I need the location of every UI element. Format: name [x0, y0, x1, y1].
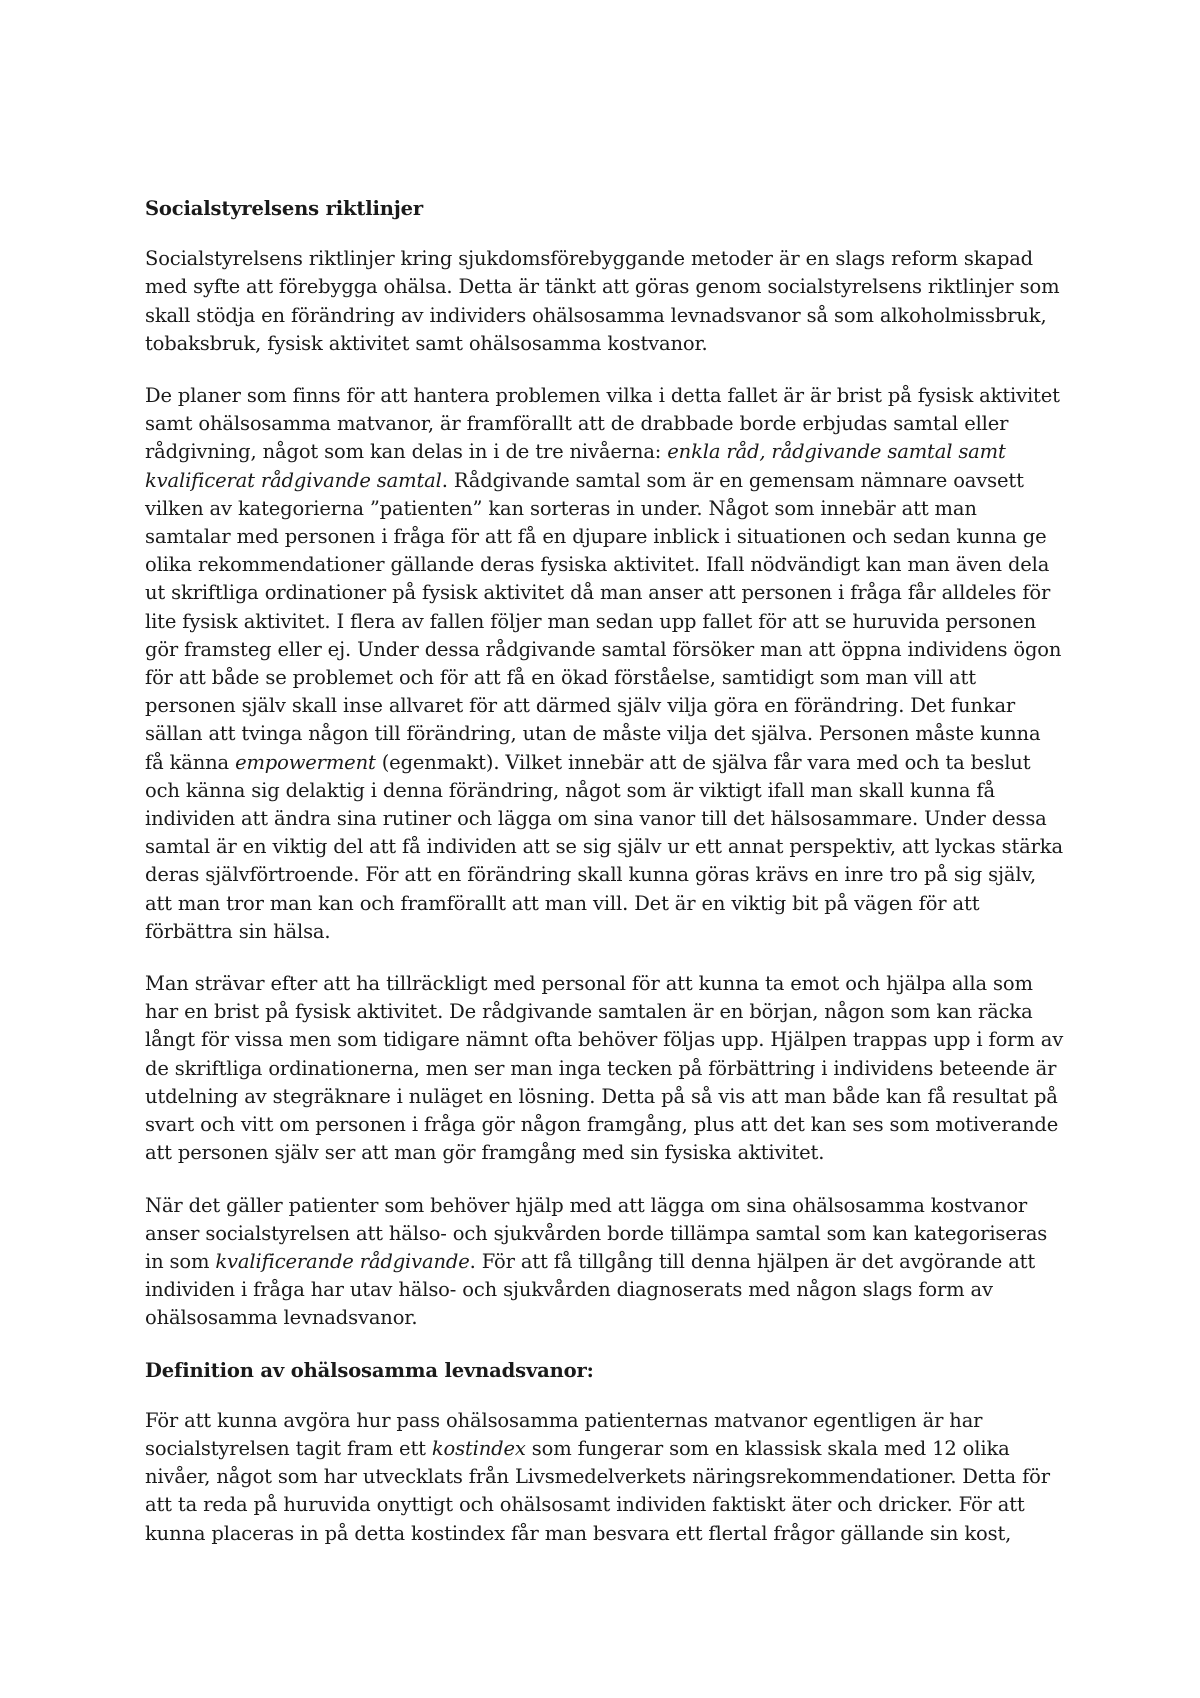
section-heading-definition: Definition av ohälsosamma levnadsvanor: [145, 1358, 594, 1382]
paragraph-radgivning [145, 382, 1065, 946]
section-heading-riktlinjer: Socialstyrelsens riktlinjer [145, 197, 424, 220]
paragraph-text: För att kunna avgöra hur pass ohälsosamma patienternas matvanor egentligen är har socialstyrelsen tagit fram ett [145, 1408, 983, 1460]
document-body [145, 195, 1065, 1572]
paragraph-kostvanor [145, 1192, 1065, 1333]
paragraph-personal: Man strävar efter att ha tillräckligt med personal för att kunna ta emot och hjälpa alla som har en brist på fysisk aktivitet. De rådgivande samtalen är en början, någon som kan räcka långt för vissa men som tidigare nämnt ofta behöver följas upp. Hjälpen trappas upp i form av de skriftliga ordinationerna, men ser man inga tecken på förbättring i individens beteende är utdelning av stegräknare i nuläget en lösning. Detta på så vis att man både kan få resultat på svart och vitt om personen i fråga gör någon framgång, plus att det kan ses som motiverande att personen själv ser att man gör framgång med sin fysiska aktivitet. [145, 972, 1064, 1165]
emphasis-text: kostindex [431, 1436, 526, 1460]
emphasis-text: kvalificerande rådgivande [215, 1249, 470, 1273]
paragraph-text: . Rådgivande samtal som är en gemensam nämnare oavsett vilken av kategorierna ”patienten” kan sorteras in under. Något som innebär att man samtalar med personen i fråga för att få en djupare inblick i situationen och sedan kunna ge olika rekommendationer gällande deras fysiska aktivitet. Ifall nödvändigt kan man även dela ut skriftliga ordinationer på fysisk aktivitet då man anser att personen i fråga får alldeles för lite fysisk aktivitet. I flera av fallen följer man sedan upp fallet för att se huruvida personen gör framsteg eller ej. Under dessa rådgivande samtal försöker man att öppna individens ögon för att både se problemet och för att få en ökad förståelse, samtidigt som man vill att personen själv skall inse allvaret för att därmed själv vilja göra en förändring. Det funkar sällan att tvinga någon till förändring, utan de måste vilja det själva. Personen måste kunna få känna [145, 468, 1062, 774]
paragraph-text: som fungerar som en klassisk skala med 12 olika nivåer, något som har utvecklats från Livsmedelverkets näringsrekommendationer. Detta för att ta reda på huruvida onyttigt och ohälsosamt individen faktiskt äter och dricker. För att kunna placeras in på detta kostindex får man besvara ett flertal frågor gällande sin kost, [145, 1436, 1050, 1545]
emphasis-text: enkla råd, rådgivande samtal samt kvalificerat rådgivande samtal [145, 440, 1006, 492]
paragraph-text: . För att få tillgång till denna hjälpen är det avgörande att individen i fråga har utav hälso- och sjukvården diagnoserats med någon slags form av ohälsosamma levnadsvanor. [145, 1249, 1036, 1330]
paragraph-text: (egenmakt). Vilket innebär att de själva får vara med och ta beslut och känna sig delaktig i denna förändring, något som är viktigt ifall man skall kunna få individen att ändra sina rutiner och lägga om sina vanor till det hälsosammare. Under dessa samtal är en viktig del att få individen att se sig själv ur ett annat perspektiv, att lyckas stärka deras självförtroende. För att en förändring skall kunna göras krävs en inre tro på sig själv, att man tror man kan och framförallt att man vill. Det är en viktig bit på vägen för att förbättra sin hälsa. [145, 750, 1063, 943]
paragraph-text: När det gäller patienter som behöver hjälp med att lägga om sina ohälsosamma kostvanor anser socialstyrelsen att hälso- och sjukvården borde tillämpa samtal som kan kategoriseras in som [145, 1193, 1048, 1273]
paragraph-kostindex [145, 1407, 1065, 1548]
paragraph-intro: Socialstyrelsens riktlinjer kring sjukdomsförebyggande metoder är en slags reform skapad med syfte att förebygga ohälsa. Detta är tänkt att göras genom socialstyrelsens riktlinjer som skall stödja en förändring av individers ohälsosamma levnadsvanor så som alkoholmissbruk, tobaksbruk, fysisk aktivitet samt ohälsosamma kostvanor. [145, 247, 1060, 355]
paragraph-text: De planer som finns för att hantera problemen vilka i detta fallet är är brist på fysisk aktivitet samt ohälsosamma matvanor, är framförallt att de drabbade borde erbjudas samtal eller rådgivning, något som kan delas in i de tre nivåerna: [145, 384, 1060, 464]
emphasis-text: empowerment [235, 750, 376, 774]
